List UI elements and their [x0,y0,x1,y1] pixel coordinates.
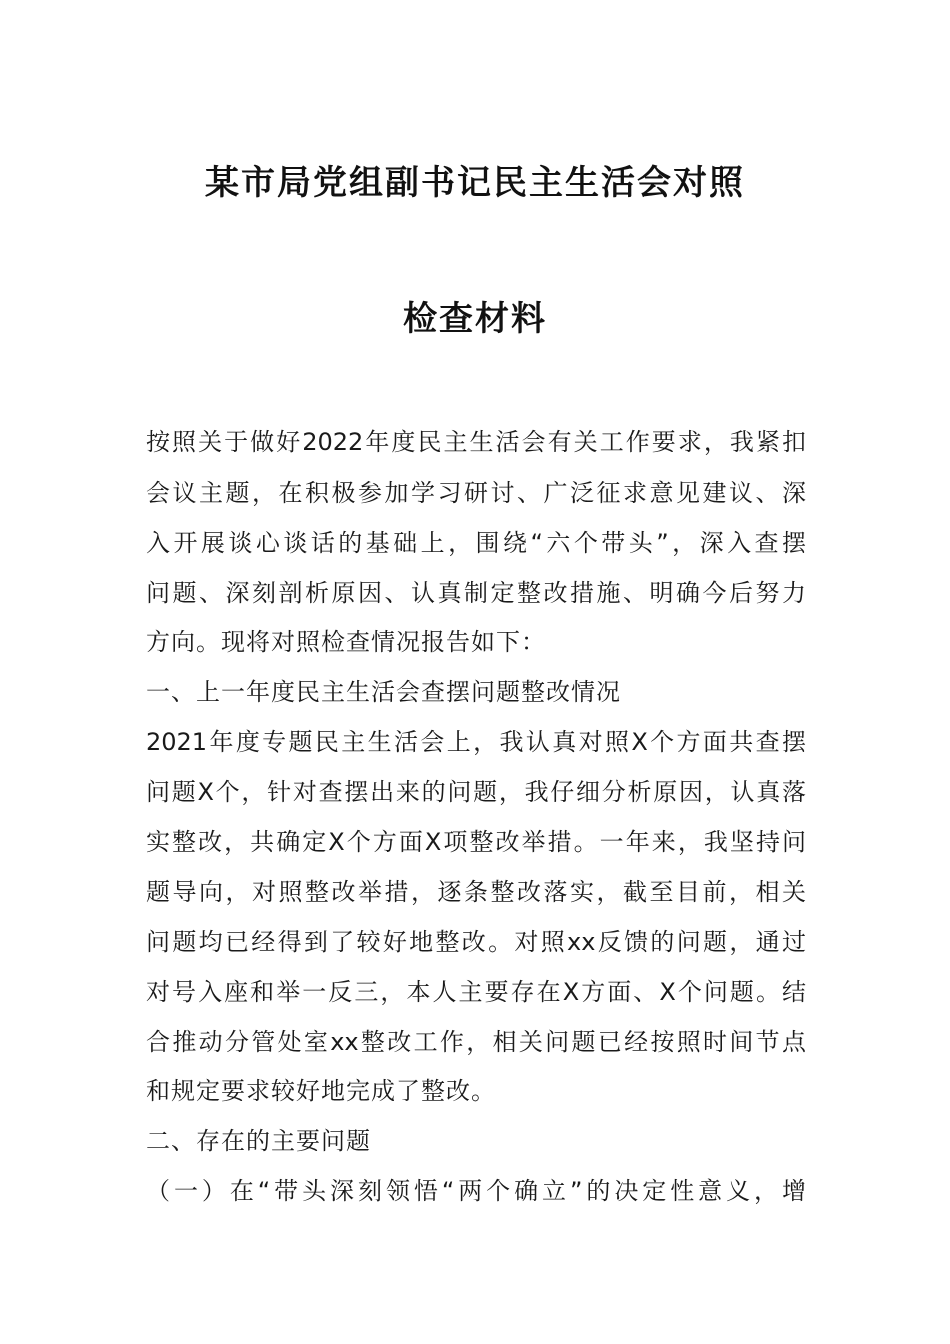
body-line: 按照关于做好2022年度民主生活会有关工作要求，我紧扣 [146,428,806,456]
body-line: 问题X个，针对查摆出来的问题，我仔细分析原因，认真落 [146,778,806,806]
body-line: 入开展谈心谈话的基础上，围绕“六个带头”，深入查摆 [146,529,806,557]
body-line: 方向。现将对照检查情况报告如下： [146,628,546,656]
document-title-line-1: 某市局党组副书记民主生活会对照 [205,163,745,203]
body-line: 问题均已经得到了较好地整改。对照xx反馈的问题，通过 [146,928,806,956]
body-line: 实整改，共确定X个方面X项整改举措。一年来，我坚持问 [146,828,806,856]
body-line: 题导向，对照整改举措，逐条整改落实，截至目前，相关 [146,878,806,906]
body-line: 2021年度专题民主生活会上，我认真对照X个方面共查摆 [146,728,806,756]
body-line: 问题、深刻剖析原因、认真制定整改措施、明确今后努力 [146,579,806,607]
body-line: 对号入座和举一反三，本人主要存在X方面、X个问题。结 [146,978,806,1006]
body-line: 合推动分管处室xx整改工作，相关问题已经按照时间节点 [146,1028,806,1056]
section-heading: 一、上一年度民主生活会查摆问题整改情况 [146,678,621,706]
document-title-line-2: 检查材料 [403,299,547,339]
body-line: （一）在“带头深刻领悟“两个确立”的决定性意义，增 [146,1177,806,1205]
body-line: 会议主题，在积极参加学习研讨、广泛征求意见建议、深 [146,479,806,507]
section-heading: 二、存在的主要问题 [146,1127,371,1155]
body-line: 和规定要求较好地完成了整改。 [146,1077,496,1105]
